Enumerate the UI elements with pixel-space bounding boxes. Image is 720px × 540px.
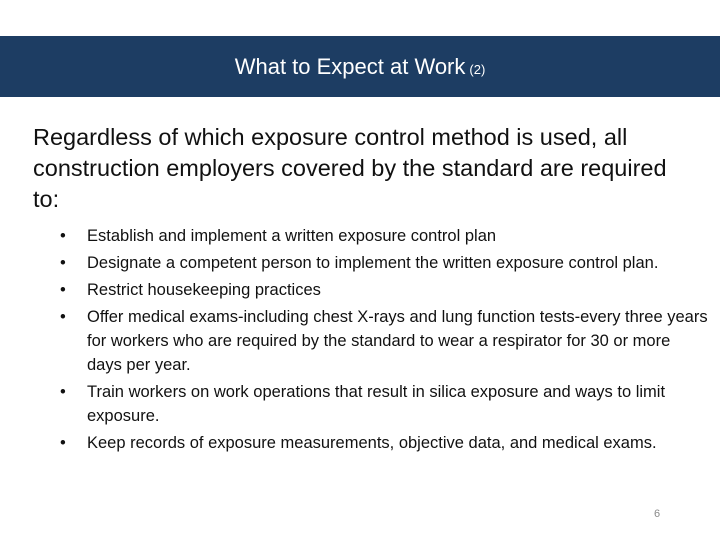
bullet-item bbox=[60, 431, 708, 455]
bullet-icon: • bbox=[60, 281, 66, 299]
bullet-list bbox=[60, 224, 708, 458]
bullet-text: Train workers on work operations that result in silica exposure and ways to limit exposure. bbox=[87, 383, 666, 425]
bullet-text: Establish and implement a written exposure control plan bbox=[87, 227, 497, 245]
bullet-item bbox=[60, 278, 708, 302]
bullet-text: Restrict housekeeping practices bbox=[87, 281, 321, 299]
page-number: 6 bbox=[654, 508, 661, 520]
slide-title-suffix: (2) bbox=[469, 61, 486, 77]
bullet-item bbox=[60, 380, 708, 428]
slide-title bbox=[234, 53, 486, 79]
intro-paragraph: Regardless of which exposure control method is used, all construction employers covered by the standard are required to: bbox=[33, 124, 667, 212]
bullet-text: Offer medical exams-including chest X-rays and lung function tests-every three years for workers who are required by the standard to wear a respirator for 30 or more days per year. bbox=[87, 308, 708, 374]
bullet-icon: • bbox=[60, 254, 66, 272]
bullet-text: Keep records of exposure measurements, objective data, and medical exams. bbox=[87, 434, 657, 452]
bullet-icon: • bbox=[60, 383, 66, 401]
bullet-item bbox=[60, 224, 708, 248]
bullet-icon: • bbox=[60, 308, 66, 326]
bullet-item bbox=[60, 251, 708, 275]
bullet-icon: • bbox=[60, 434, 66, 452]
slide-title-text: What to Expect at Work bbox=[234, 53, 466, 79]
bullet-text: Designate a competent person to implement the written exposure control plan. bbox=[87, 254, 659, 272]
title-bar bbox=[0, 36, 720, 97]
bullet-icon: • bbox=[60, 227, 66, 245]
bullet-item bbox=[60, 305, 708, 377]
